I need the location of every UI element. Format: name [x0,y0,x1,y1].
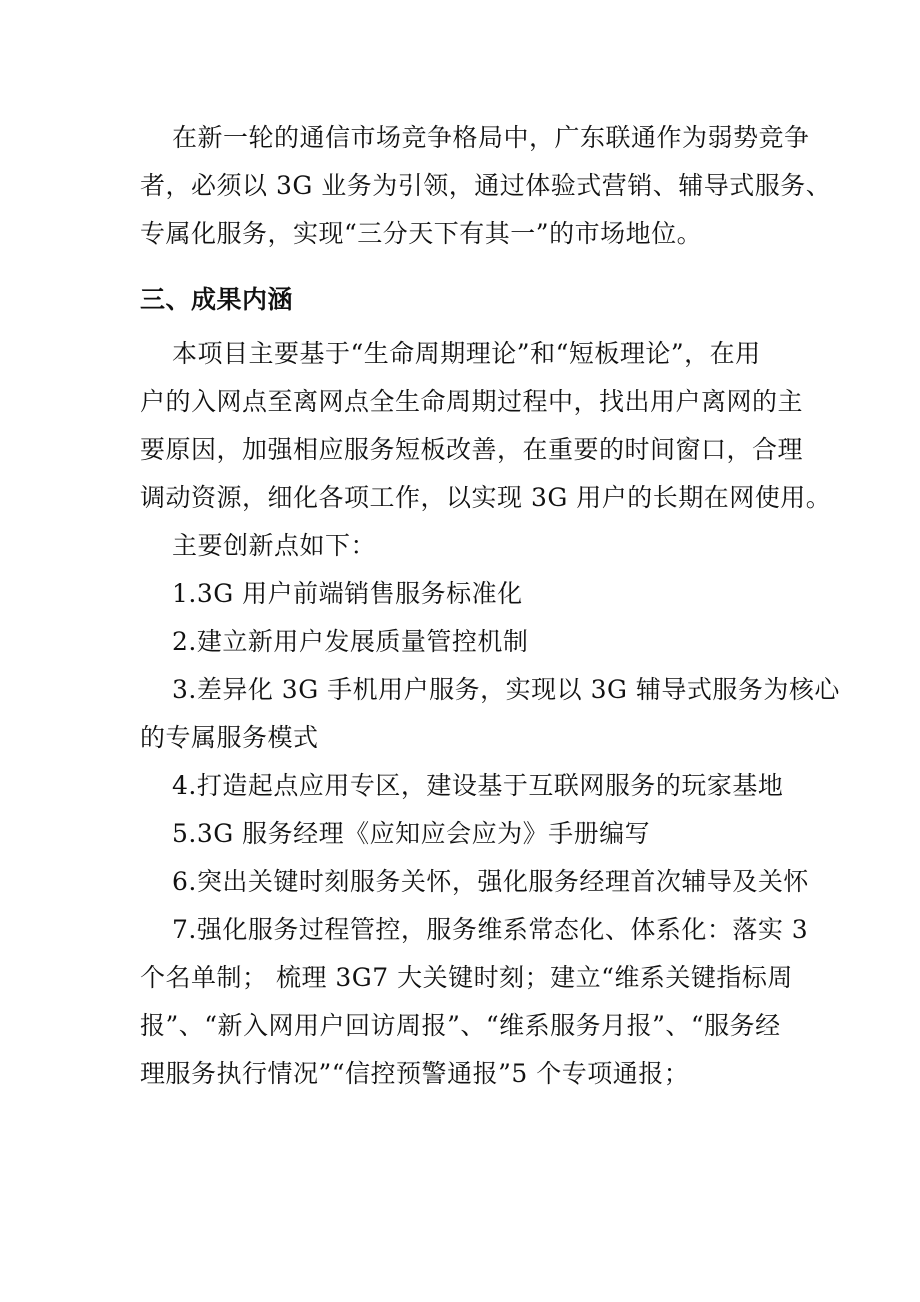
list-item: 4.打造起点应用专区，建设基于互联网服务的玩家基地 [172,771,784,800]
paragraph-line: 本项目主要基于“生命周期理论”和“短板理论”，在用 [172,339,761,368]
paragraph-line: 专属化服务，实现“三分天下有其一”的市场地位。 [140,219,703,248]
innovations-label: 主要创新点如下： [172,531,377,560]
list-item-continuation: 个名单制； 梳理 3G7 大关键时刻；建立“维系关键指标周 [140,963,793,992]
list-item: 5.3G 服务经理《应知应会应为》手册编写 [172,819,651,848]
list-item: 6.突出关键时刻服务关怀，强化服务经理首次辅导及关怀 [172,867,809,896]
list-item-continuation: 报”、“新入网用户回访周报”、“维系服务月报”、“服务经 [140,1011,781,1040]
section-heading: 三、成果内涵 [140,285,294,314]
paragraph-line: 在新一轮的通信市场竞争格局中，广东联通作为弱势竞争 [172,123,810,152]
list-item-continuation: 理服务执行情况”“信控预警通报”5 个专项通报； [140,1059,690,1088]
list-item: 3.差异化 3G 手机用户服务，实现以 3G 辅导式服务为核心 [172,675,840,704]
list-item: 2.建立新用户发展质量管控机制 [172,627,529,656]
list-item-continuation: 的专属服务模式 [140,723,319,752]
paragraph-line: 调动资源，细化各项工作，以实现 3G 用户的长期在网使用。 [140,483,832,512]
paragraph-line: 者，必须以 3G 业务为引领，通过体验式营销、辅导式服务、 [140,171,832,200]
paragraph-line: 户的入网点至离网点全生命周期过程中，找出用户离网的主 [140,387,804,416]
paragraph-line: 要原因，加强相应服务短板改善，在重要的时间窗口，合理 [140,435,804,464]
list-item: 1.3G 用户前端销售服务标准化 [172,579,523,608]
list-item: 7.强化服务过程管控，服务维系常态化、体系化：落实 3 [172,915,809,944]
